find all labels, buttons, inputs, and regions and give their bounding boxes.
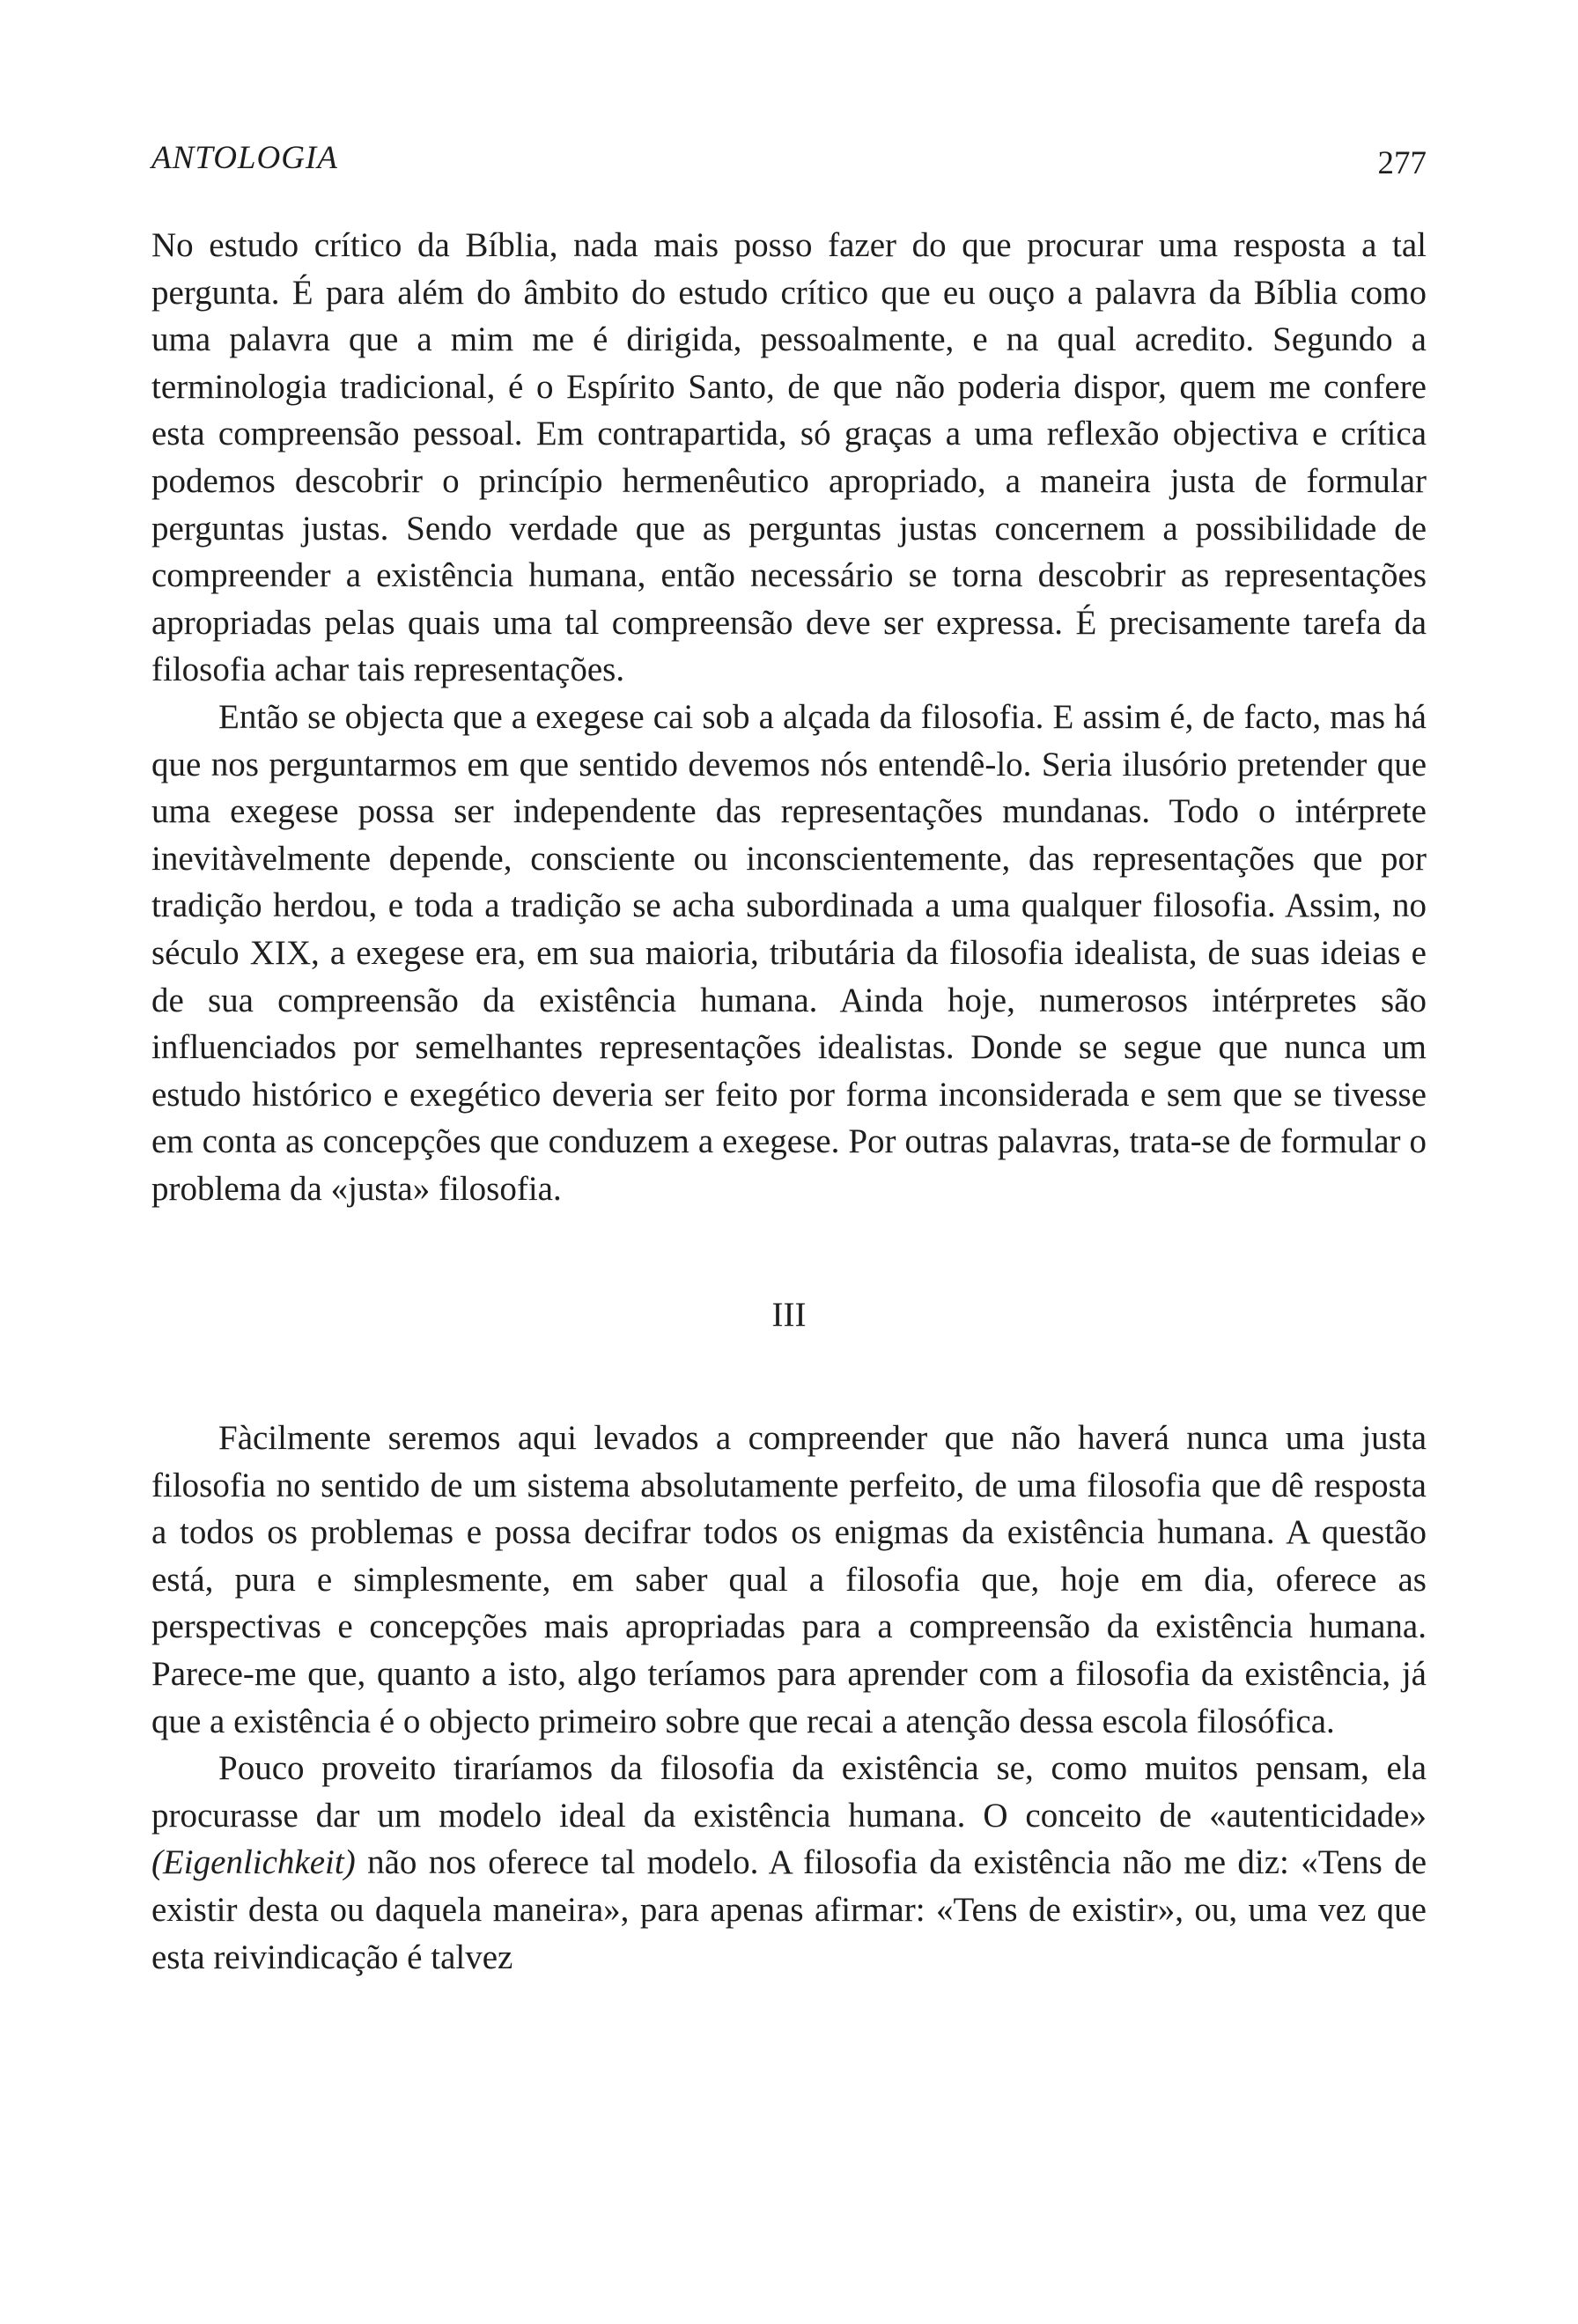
paragraph (151, 1745, 1427, 1981)
paragraph-text: Pouco proveito tiraríamos da filosofia da existência se, como muitos pensam, ela procurasse dar um modelo ideal da existência humana. O conceito de «autenticidade» (151, 1749, 1427, 1835)
body-text (151, 222, 1427, 1981)
paragraph: No estudo crítico da Bíblia, nada mais posso fazer do que procurar uma resposta a tal pergunta. É para além do âmbito do estudo crítico que eu ouço a palavra da Bíblia como uma palavra que a mim me é dirigida, pessoalmente, e na qual acredito. Segundo a terminologia tradicional, é o Espírito Santo, de que não poderia dispor, quem me confere esta compreensão pessoal. Em contrapartida, só graças a uma reflexão objectiva e crítica podemos descobrir o princípio hermenêutico apropriado, a maneira justa de formular perguntas justas. Sendo verdade que as perguntas justas concernem a possibilidade de compreender a existência humana, então necessário se torna descobrir as representações apropriadas pelas quais uma tal compreensão deve ser expressa. É precisamente tarefa da filosofia achar tais representações. (151, 226, 1427, 689)
page-number: 277 (1377, 145, 1427, 181)
running-head (151, 139, 1427, 188)
paragraph: Então se objecta que a exegese cai sob a alçada da filosofia. E assim é, de facto, mas há que nos perguntarmos em que sentido devemos nós entendê-lo. Seria ilusório pretender que uma exegese possa ser independente das representações mundanas. Todo o intérprete inevitàvelmente depende, consciente ou inconscientemente, das representações que por tradição herdou, e toda a tradição se acha subordinada a uma qualquer filosofia. Assim, no século XIX, a exegese era, em sua maioria, tributária da filosofia idealista, de suas ideias e de sua compreensão da existência humana. Ainda hoje, numerosos intérpretes são influenciados por semelhantes representações idealistas. Donde se segue que nunca um estudo histórico e exegético deveria ser feito por forma inconsiderada e sem que se tivesse em conta as concepções que conduzem a exegese. Por outras palavras, trata-se de formular o problema da «justa» filosofia. (151, 697, 1427, 1208)
italic-term: (Eigenlichkeit) (151, 1843, 356, 1882)
running-title: ANTOLOGIA (151, 140, 338, 176)
paragraph-text: não nos oferece tal modelo. A filosofia da existência não me diz: «Tens de existir desta ou daquela maneira», para apenas afirmar: «Tens de existir», ou, uma vez que esta reivindicação é talvez (151, 1843, 1427, 1976)
section-heading: III (771, 1296, 807, 1335)
paragraph: Fàcilmente seremos aqui levados a compreender que não haverá nunca uma justa filosofia no sentido de um sistema absolutamente perfeito, de uma filosofia que dê resposta a todos os problemas e possa decifrar todos os enigmas da existência humana. A questão está, pura e simplesmente, em saber qual a filosofia que, hoje em dia, oferece as perspectivas e concepções mais apropriadas para a compreensão da existência humana. Parece-me que, quanto a isto, algo teríamos para aprender com a filosofia da existência, já que a existência é o objecto primeiro sobre que recai a atenção dessa escola filosófica. (151, 1419, 1427, 1740)
